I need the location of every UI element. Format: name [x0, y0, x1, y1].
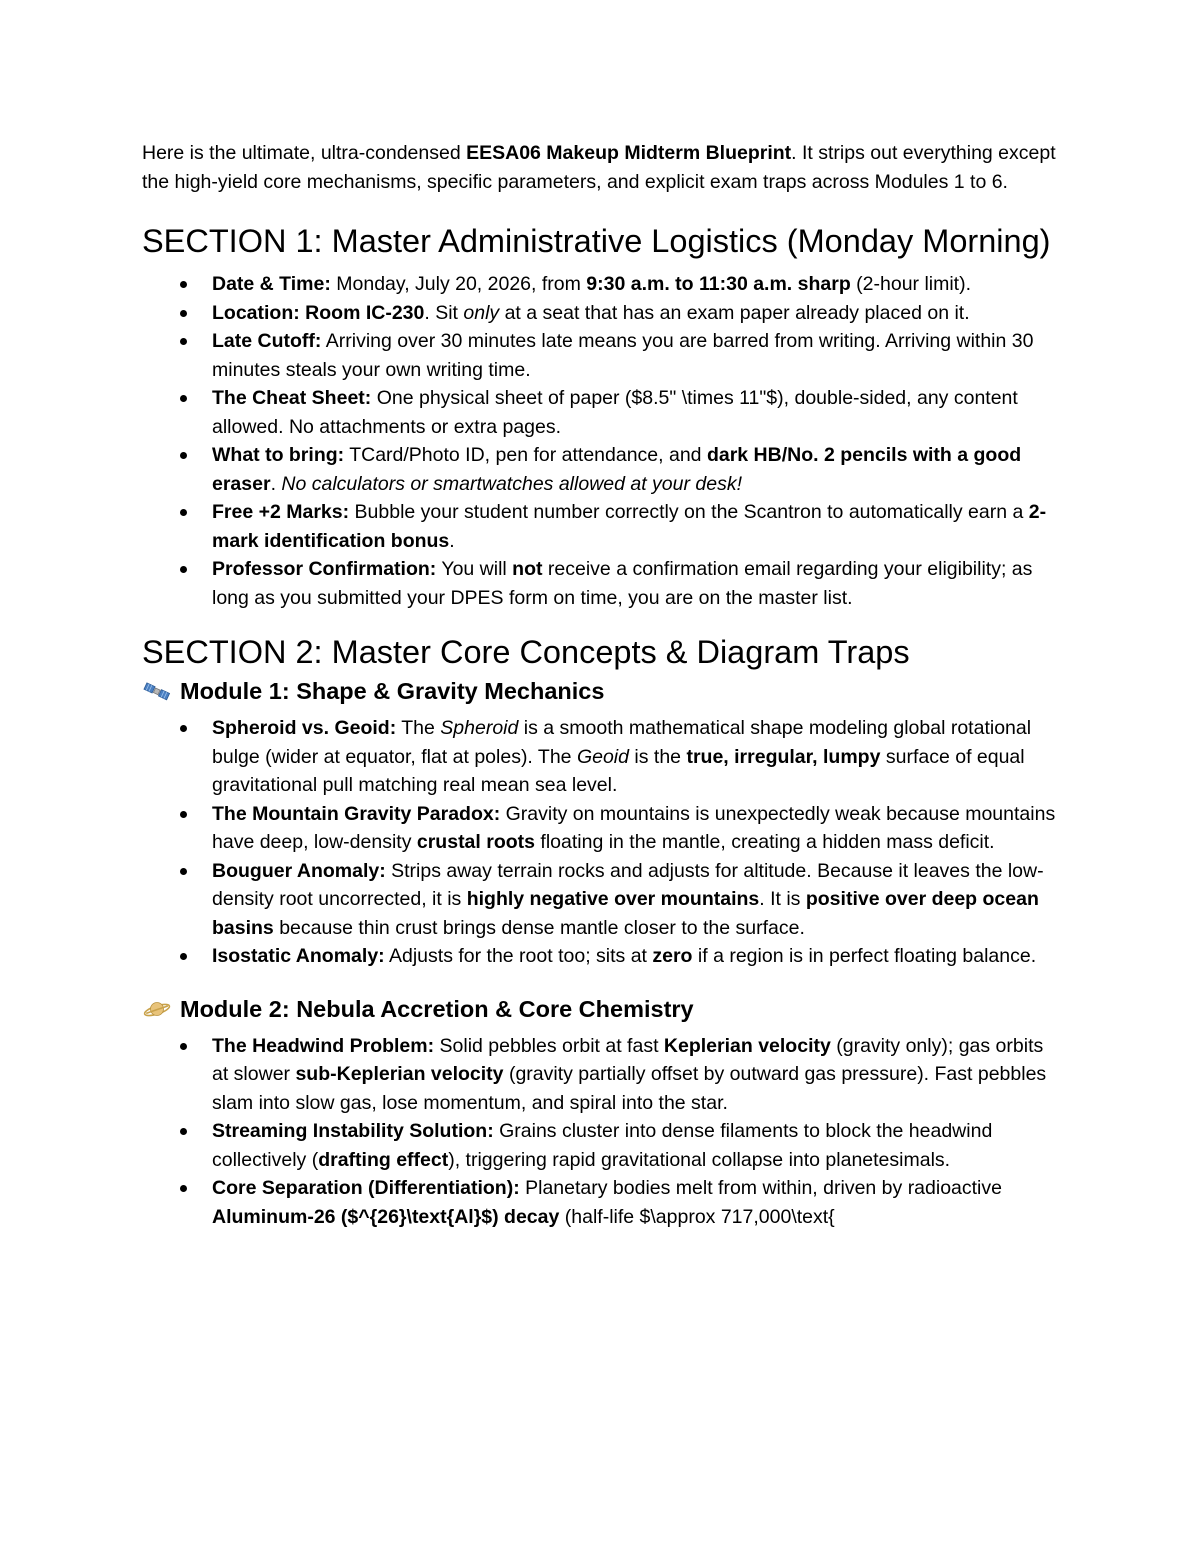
bold-text: Date & Time: [212, 273, 331, 295]
module-1-heading [142, 675, 1062, 708]
text-run: floating in the mantle, creating a hidden mass deficit. [535, 831, 995, 853]
text-run: . It is [759, 888, 806, 910]
text-run: (gravity only); gas orbits at slower [212, 1034, 1044, 1085]
text-run: because thin crust brings dense mantle closer to the surface. [273, 916, 805, 939]
bold-text: The Headwind Problem: [212, 1034, 435, 1057]
bold-text: Bouguer Anomaly: [212, 859, 386, 882]
section-1-list [142, 270, 1062, 612]
bullet-item [142, 327, 1062, 384]
text-run: Planetary bodies melt from within, driven by radioactive [519, 1177, 1002, 1199]
italic-text: No calculators or smartwatches allowed at your desk! [281, 472, 743, 495]
bold-text: 2-mark identification bonus [212, 501, 1047, 552]
bold-text: Location: Room IC-230 [212, 301, 425, 324]
bullet-item [142, 384, 1062, 441]
text-run: Here is the ultimate, ultra-condensed [142, 142, 467, 164]
bold-text: EESA06 Makeup Midterm Blueprint [466, 142, 792, 164]
bullet-item [142, 857, 1062, 943]
module-2-heading [142, 993, 1062, 1026]
bold-text: Free +2 Marks: [212, 501, 350, 523]
text-run: . It strips out everything except the high-yield core mechanisms, specific parameters, and explicit exam traps across Modules 1 to 6. [142, 142, 1056, 193]
text-run: (2-hour limit). [850, 273, 972, 295]
bold-text: Professor Confirmation: [212, 558, 437, 580]
section-1-heading: SECTION 1: Master Administrative Logistics (Monday Morning) [142, 223, 1051, 259]
bold-text: positive over deep ocean basins [212, 888, 1039, 939]
italic-text: Spheroid [440, 717, 519, 739]
bullet-item [142, 800, 1062, 857]
bullet-item [142, 441, 1062, 498]
ringed-planet-icon [142, 997, 172, 1021]
italic-text: Geoid [576, 745, 629, 768]
text-run: (gravity partially offset by outward gas pressure). Fast pebbles slam into slow gas, lose momentum, and spiral into the star. [212, 1063, 1047, 1114]
bullet-item [142, 1032, 1062, 1118]
bullet-item [142, 1174, 1062, 1231]
bold-text: What to bring: [212, 444, 345, 466]
document-page [142, 139, 1062, 1231]
bold-text: Aluminum-26 ($^{26}\text{Al}$) decay [212, 1205, 560, 1228]
intro-paragraph [142, 139, 1062, 197]
text-run: is a smooth mathematical shape modeling global rotational bulge (wider at equator, flat at poles). The [212, 717, 1032, 768]
bold-text: Streaming Instability Solution: [212, 1120, 494, 1142]
module-1-list [142, 714, 1062, 971]
text-run: Gravity on mountains is unexpectedly weak because mountains have deep, low-density [212, 802, 1056, 853]
text-run: surface of equal gravitational pull matching real mean sea level. [212, 745, 1025, 796]
bullet-item [142, 555, 1062, 612]
bullet-item [142, 1117, 1062, 1174]
module-2-list [142, 1032, 1062, 1232]
bold-text: Spheroid vs. Geoid: [212, 717, 397, 739]
bullet-item [142, 942, 1062, 971]
bold-text: dark HB/No. 2 pencils with a good eraser [212, 444, 1022, 495]
text-run: . [270, 472, 282, 495]
satellite-icon [142, 680, 172, 704]
bold-text: The Mountain Gravity Paradox: [212, 802, 501, 825]
text-run: Adjusts for the root too; sits at [384, 945, 653, 967]
text-run: (half-life $\approx 717,000\text{ [559, 1205, 835, 1228]
text-run: receive a confirmation email regarding your eligibility; as long as you submitted your DPES form on time, you are on the master list. [212, 558, 1033, 609]
text-run: Solid pebbles orbit at fast [434, 1034, 664, 1057]
module-2-title: Module 2: Nebula Accretion & Core Chemistry [180, 995, 694, 1022]
bold-text: Late Cutoff: [212, 330, 322, 352]
text-run: Strips away terrain rocks and adjusts for altitude. Because it leaves the low-density root uncorrected, it is [212, 859, 1044, 910]
section-2-heading: SECTION 2: Master Core Concepts & Diagram Traps [142, 634, 910, 670]
text-run: at a seat that has an exam paper already placed on it. [499, 301, 970, 324]
text-run: TCard/Photo ID, pen for attendance, and [344, 444, 707, 466]
bold-text: drafting effect [318, 1148, 449, 1171]
bullet-item [142, 498, 1062, 555]
bold-text: crustal roots [416, 831, 535, 853]
text-run: Bubble your student number correctly on the Scantron to automatically earn a [349, 501, 1029, 523]
text-run: Arriving over 30 minutes late means you are barred from writing. Arriving within 30 minutes steals your own writing time. [212, 330, 1034, 381]
bold-text: zero [652, 945, 693, 967]
italic-text: only [463, 301, 500, 324]
module-1-title: Module 1: Shape & Gravity Mechanics [180, 678, 605, 704]
text-run: The [396, 717, 441, 739]
bold-text: sub-Keplerian velocity [295, 1063, 504, 1085]
bullet-item [142, 270, 1062, 299]
bold-text: The Cheat Sheet: [212, 387, 372, 409]
text-run: Monday, July 20, 2026, from [330, 273, 587, 295]
text-run: . [449, 529, 455, 552]
bullet-item [142, 714, 1062, 800]
text-run: ), triggering rapid gravitational collapse into planetesimals. [448, 1148, 951, 1171]
bold-text: true, irregular, lumpy [686, 745, 881, 768]
bold-text: 9:30 a.m. to 11:30 a.m. sharp [586, 273, 851, 295]
bold-text: Isostatic Anomaly: [212, 945, 385, 967]
bold-text: Keplerian velocity [663, 1034, 831, 1057]
bold-text: Core Separation (Differentiation): [212, 1177, 520, 1199]
text-run: . Sit [424, 301, 464, 324]
bold-text: not [512, 558, 543, 580]
text-run: You will [436, 558, 513, 580]
text-run: Grains cluster into dense filaments to block the headwind collectively ( [212, 1120, 993, 1171]
text-run: One physical sheet of paper ($8.5" \times 11"$), double-sided, any content allowed. No attachments or extra pages. [212, 387, 1018, 438]
bold-text: highly negative over mountains [466, 888, 760, 910]
bullet-item [142, 299, 1062, 328]
text-run: is the [629, 745, 687, 768]
text-run: if a region is in perfect floating balance. [692, 945, 1037, 967]
